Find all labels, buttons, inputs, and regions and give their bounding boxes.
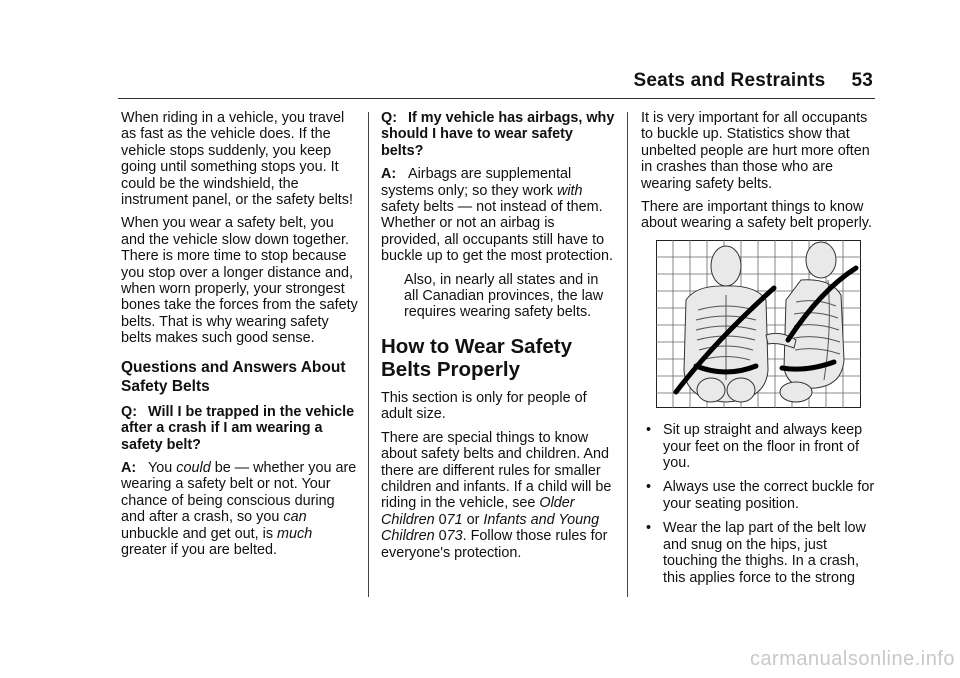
adult-size-paragraph: This section is only for people of adult size. [381,389,587,423]
section-heading: How to Wear Safety Belts Properly [381,334,572,381]
question-1-text: Will I be trapped in the vehicle after a crash if I am wearing a safety belt? [121,403,355,453]
answer-2: A: Airbags are supplemental systems only; so they work with safety belts — not instead of them. Whether or not an airbag is provided, all occupants still have to buckle up to get the most protection. [381,166,613,265]
qa-heading: Questions and Answers About Safety Belts [121,358,346,395]
intro-paragraph: When riding in a vehicle, you travel as fast as the vehicle does. If the vehicle stops suddenly, you keep going until something stops you. It could be the windshield, the instrument panel, or the safety belts! [121,110,353,209]
question-label: Q: [381,110,397,126]
safety-belt-paragraph: When you wear a safety belt, you and the vehicle slow down together. There is more time to stop because you stop over a longer distance and, when worn properly, your strongest bones take the forces from the safety belts. That is why wearing safety belts makes such good sense. [121,215,358,347]
safety-belt-illustration [656,240,877,412]
question-1 [121,404,361,453]
page-number: 53 [851,70,873,91]
question-label: Q: [121,403,137,420]
children-paragraph: There are special things to know about safety belts and children. And there are different rules for smaller children and infants. If a child will be riding in the vehicle, see Older Children 071 or Infants and Young Children 073. Follow those rules for everyone's protection. [381,429,612,561]
bullet-marker: • [646,422,652,439]
column-1 [121,110,361,565]
bullet-item: • Sit up straight and always keep your feet on the floor in front of you. [646,422,863,472]
answer-2-continued: Also, in nearly all states and in all Canadian provinces, the law requires wearing safety belts. [404,271,604,321]
column-3 [641,110,877,594]
column-2 [381,110,615,568]
bullet-item: • Always use the correct buckle for your seating position. [646,479,875,512]
question-2 [381,110,615,159]
older-children-link[interactable]: Older Children [381,495,575,528]
answer-label: A: [381,166,397,183]
column-divider-1 [368,112,369,597]
answer-label: A: [121,459,137,476]
section-title: Seats and Restraints [633,70,826,91]
skeleton-belt-figure [656,240,861,408]
page-ref-71[interactable]: 71 [446,511,463,528]
header-rule [118,98,875,99]
bullet-marker: • [646,479,652,496]
page-ref-73[interactable]: 73 [446,528,463,545]
column-divider-2 [627,112,628,597]
page-ref-symbol: 0 [438,511,447,528]
watermark: carmanualsonline.info [749,648,955,670]
buckle-up-paragraph: It is very important for all occupants to buckle up. Statistics show that unbelted people are hurt more often in crashes than those who are wearing safety belts. [641,110,870,192]
page-ref-symbol: 0 [438,528,447,545]
infants-link[interactable]: Infants and Young Children [381,511,600,545]
bullet-marker: • [646,520,652,537]
question-2-text: If my vehicle has airbags, why should I have to wear safety belts? [381,110,615,159]
answer-1: A: You could be — whether you are wearing a safety belt or not. Your chance of being conscious during and after a crash, so you can unbuckle and get out, is much greater if you are belted. [121,459,357,558]
important-things-paragraph: There are important things to know about wearing a safety belt properly. [641,199,872,232]
bullet-item: • Wear the lap part of the belt low and snug on the hips, just touching the thighs. In a crash, this applies force to the strong [646,520,866,586]
page-header [0,70,873,92]
